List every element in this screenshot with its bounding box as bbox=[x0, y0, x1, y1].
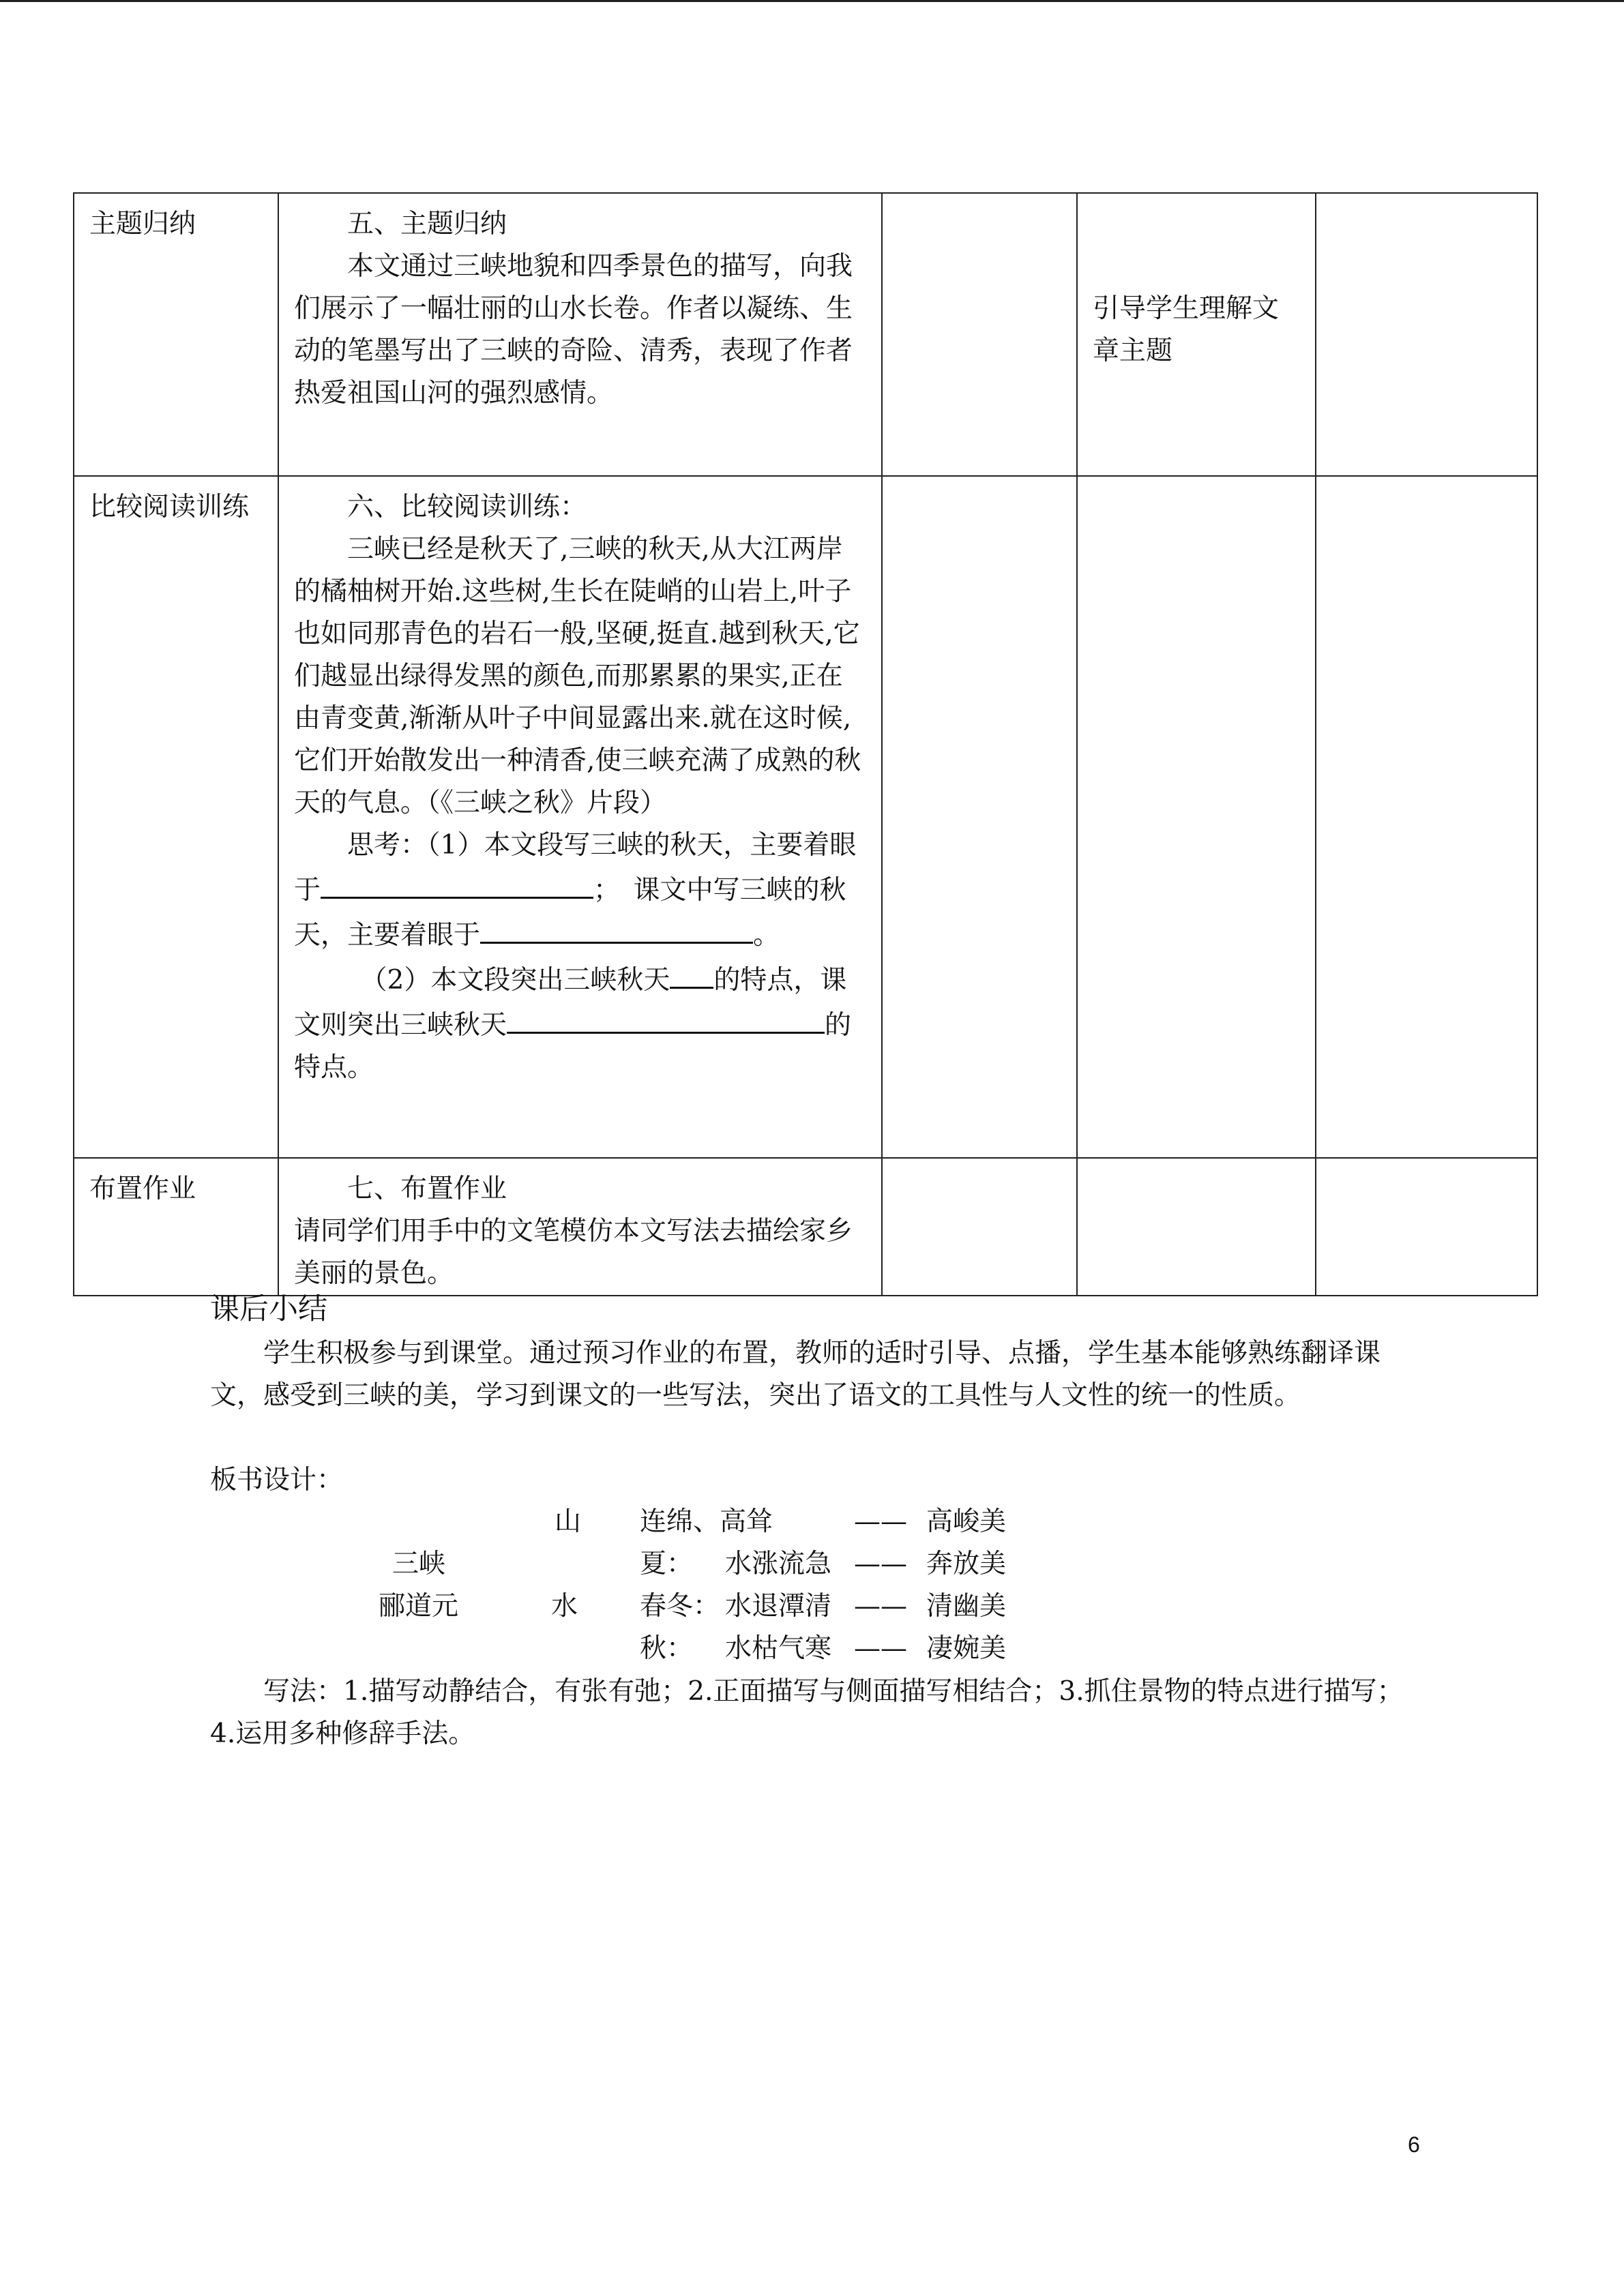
row-label: 比较阅读训练 bbox=[74, 476, 278, 1158]
empty-cell bbox=[882, 193, 1077, 476]
section-heading: 五、主题归纳 bbox=[347, 209, 507, 239]
lesson-plan-table bbox=[73, 192, 1538, 1296]
answer-blank bbox=[321, 867, 593, 899]
table-row bbox=[74, 1158, 1537, 1296]
top-border-line bbox=[0, 0, 1624, 2]
empty-cell bbox=[1316, 1158, 1537, 1296]
section-heading: 六、比较阅读训练： bbox=[347, 492, 587, 522]
section-heading: 七、布置作业 bbox=[347, 1174, 507, 1204]
row-content bbox=[278, 193, 882, 476]
section-paragraph: 请同学们用手中的文笔模仿本文写法去描绘家乡美丽的景色。 bbox=[294, 1216, 853, 1289]
writing-methods: 写法：1.描写动静结合，有张有弛；2.正面描写与侧面描写相结合；3.抓住景物的特点进行描写；4.运用多种修辞手法。 bbox=[210, 1676, 1404, 1749]
empty-cell bbox=[1077, 476, 1316, 1158]
row-content bbox=[278, 476, 882, 1158]
board-title: 板书设计： bbox=[210, 1465, 344, 1495]
summary-title: 课后小结 bbox=[210, 1292, 327, 1326]
row-content bbox=[278, 1158, 882, 1296]
teacher-note bbox=[1077, 193, 1316, 476]
empty-cell bbox=[882, 476, 1077, 1158]
row-label: 主题归纳 bbox=[74, 193, 278, 476]
answer-blank bbox=[507, 1002, 825, 1034]
table-row bbox=[74, 193, 1537, 476]
empty-cell bbox=[882, 1158, 1077, 1296]
answer-blank bbox=[670, 957, 713, 989]
section-paragraph: 本文通过三峡地貌和四季景色的描写，向我们展示了一幅壮丽的山水长卷。作者以凝练、生动的笔墨写出了三峡的奇险、清秀，表现了作者热爱祖国山河的强烈感情。 bbox=[294, 251, 853, 408]
row-label: 布置作业 bbox=[74, 1158, 278, 1296]
empty-cell bbox=[1077, 1158, 1316, 1296]
section-paragraph: 三峡已经是秋天了,三峡的秋天,从大江两岸的橘柚树开始.这些树,生长在陡峭的山岩上,叶子也如同那青色的岩石一般,坚硬,挺直.越到秋天,它们越显出绿得发黑的颜色,而那累累的果实,正在由青变黄,渐渐从叶子中间显露出来.就在这时候,它们开始散发出一种清香,使三峡充满了成熟的秋天的气息。（《三峡之秋》片段） bbox=[294, 534, 861, 818]
empty-cell bbox=[1316, 193, 1537, 476]
page-number: 6 bbox=[1408, 2132, 1420, 2157]
answer-blank bbox=[480, 912, 753, 944]
note-text: 引导学生理解文章主题 bbox=[1093, 293, 1280, 366]
table-row bbox=[74, 476, 1537, 1158]
question-2: （2）本文段突出三峡秋天 的特点，课文则突出三峡秋天 的特点。 bbox=[294, 957, 866, 1089]
summary-text: 学生积极参与到课堂。通过预习作业的布置，教师的适时引导、点播，学生基本能够熟练翻译课文，感受到三峡的美，学习到课文的一些写法，突出了语文的工具性与人文性的统一的性质。 bbox=[210, 1338, 1381, 1411]
question-1: 思考：（1）本文段写三峡的秋天，主要着眼于 ； 课文中写三峡的秋天，主要着眼于 。 bbox=[294, 830, 857, 951]
empty-cell bbox=[1316, 476, 1537, 1158]
